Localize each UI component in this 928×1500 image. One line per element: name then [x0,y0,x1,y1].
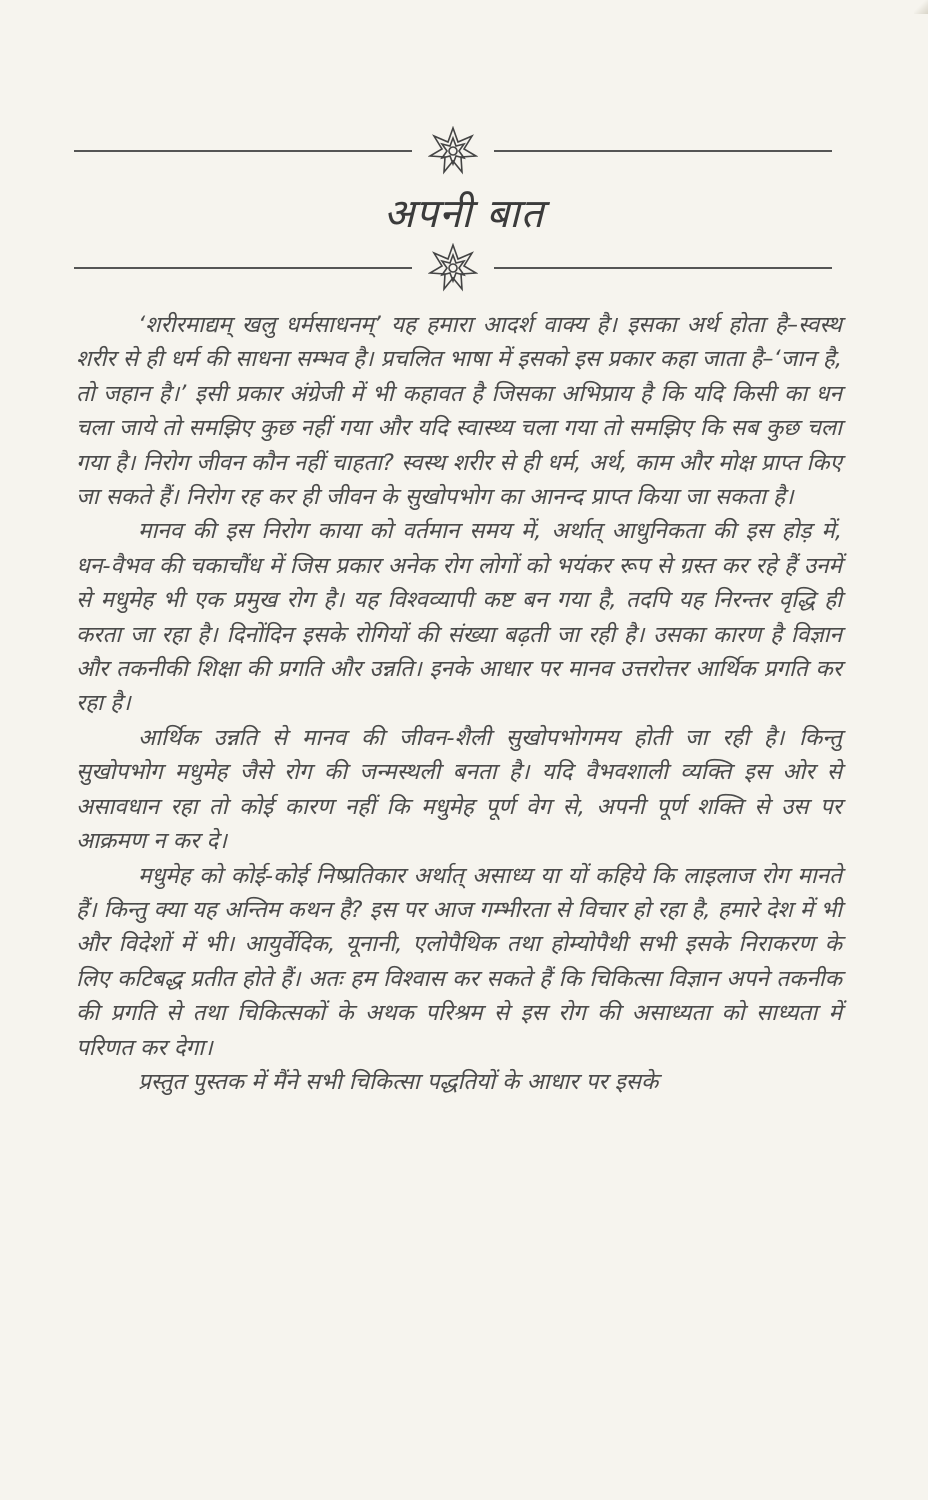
divider-line-left [74,267,412,269]
top-ornament-divider [74,126,832,176]
divider-line-right [494,267,832,269]
page-corner-shadow [914,0,928,14]
paragraph: मानव की इस निरोग काया को वर्तमान समय में, अर्थात् आधुनिकता की इस होड़ में, धन-वैभव की चकाचौंध में जिस प्रकार अनेक रोग लोगों को भयंकर रूप से ग्रस्त कर रहे हैं उनमें से मधुमेह भी एक प्रमुख रोग है। यह विश्वव्यापी कष्ट बन गया है, तदपि यह निरन्तर वृद्धि ही करता जा रहा है। दिनोंदिन इसके रोगियों की संख्या बढ़ती जा रही है। उसका कारण है विज्ञान और तकनीकी शिक्षा की प्रगति और उन्नति। इनके आधार पर मानव उत्तरोत्तर आर्थिक प्रगति कर रहा है। [76,518,842,717]
star-ornament-icon [428,243,478,293]
star-ornament-icon [428,126,478,176]
divider-line-right [494,150,832,152]
bottom-ornament-divider [74,243,832,293]
page-title: अपनी बात [383,191,545,237]
paragraph: ‘शरीरमाद्यम् खलु धर्मसाधनम्’ यह हमारा आदर्श वाक्य है। इसका अर्थ होता है–स्वस्थ शरीर से ही धर्म की साधना सम्भव है। प्रचलित भाषा में इसको इस प्रकार कहा जाता है–‘जान है, तो जहान है।’ इसी प्रकार अंग्रेजी में भी कहावत है जिसका अभिप्राय है कि यदि किसी का धन चला जाये तो समझिए कुछ नहीं गया और यदि स्वास्थ्य चला गया तो समझिए कि सब कुछ चला गया है। निरोग जीवन कौन नहीं चाहता? स्वस्थ शरीर से ही धर्म, अर्थ, काम और मोक्ष प्राप्त किए जा सकते हैं। निरोग रह कर ही जीवन के सुखोपभोग का आनन्द प्राप्त किया जा सकता है। [76,312,842,511]
paragraph: प्रस्तुत पुस्तक में मैंने सभी चिकित्सा पद्धतियों के आधार पर इसके [138,1068,659,1095]
body-text [76,308,842,1099]
divider-line-left [74,150,412,152]
paragraph: मधुमेह को कोई-कोई निष्प्रतिकार अर्थात् असाध्य या यों कहिये कि लाइलाज रोग मानते हैं। किन्तु क्या यह अन्तिम कथन है? इस पर आज गम्भीरता से विचार हो रहा है, हमारे देश में भी और विदेशों में भी। आयुर्वेदिक, यूनानी, एलोपैथिक तथा होम्योपैथी सभी इसके निराकरण के लिए कटिबद्ध प्रतीत होते हैं। अतः हम विश्वास कर सकते हैं कि चिकित्सा विज्ञान अपने तकनीक की प्रगति से तथा चिकित्सकों के अथक परिश्रम से इस रोग की असाध्यता को साध्यता में परिणत कर देगा। [76,862,842,1061]
paragraph: आर्थिक उन्नति से मानव की जीवन-शैली सुखोपभोगमय होती जा रही है। किन्तु सुखोपभोग मधुमेह जैसे रोग की जन्मस्थली बनता है। यदि वैभवशाली व्यक्ति इस ओर से असावधान रहा तो कोई कारण नहीं कि मधुमेह पूर्ण वेग से, अपनी पूर्ण शक्ति से उस पर आक्रमण न कर दे। [76,724,842,855]
